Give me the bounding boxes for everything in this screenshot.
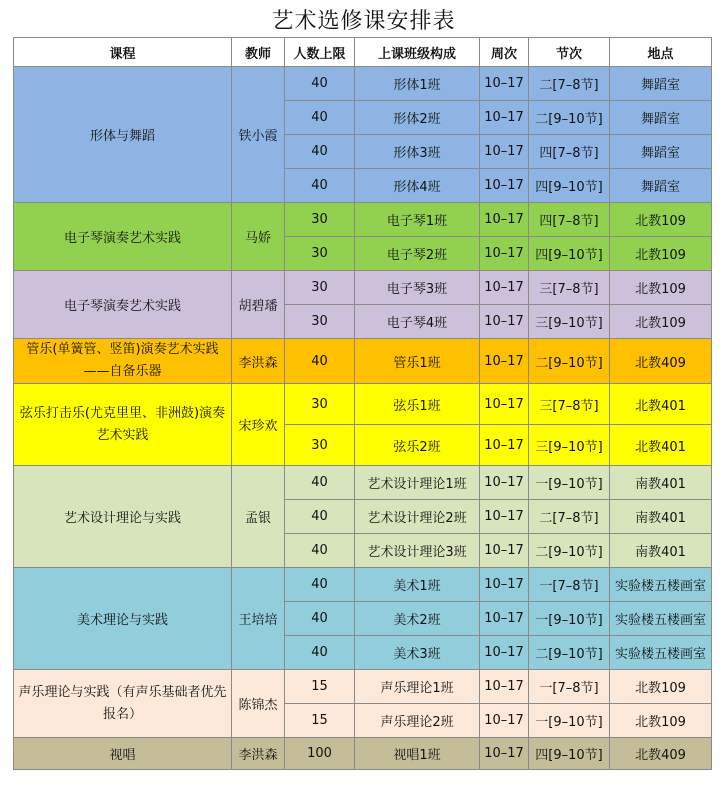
capacity-cell: 40 bbox=[285, 534, 355, 568]
period-cell: 一[7–8节] bbox=[529, 670, 610, 704]
course-name: 电子琴演奏艺术实践 bbox=[14, 203, 232, 271]
class-cell: 艺术设计理论2班 bbox=[355, 500, 480, 534]
course-name: 视唱 bbox=[14, 738, 232, 770]
class-cell: 管乐1班 bbox=[355, 339, 480, 384]
period-cell: 三[7–8节] bbox=[529, 271, 610, 305]
teacher-name: 马娇 bbox=[232, 203, 285, 271]
capacity-cell: 40 bbox=[285, 466, 355, 500]
weeks-cell: 10–17 bbox=[480, 169, 529, 203]
capacity-cell: 30 bbox=[285, 425, 355, 466]
course-name: 形体与舞蹈 bbox=[14, 67, 232, 203]
header-class: 上课班级构成 bbox=[355, 38, 480, 67]
capacity-cell: 30 bbox=[285, 271, 355, 305]
period-cell: 二[9–10节] bbox=[529, 534, 610, 568]
table-row bbox=[14, 271, 712, 305]
place-cell: 北教409 bbox=[610, 339, 712, 384]
header-place: 地点 bbox=[610, 38, 712, 67]
capacity-cell: 30 bbox=[285, 203, 355, 237]
place-cell: 北教401 bbox=[610, 425, 712, 466]
capacity-cell: 40 bbox=[285, 339, 355, 384]
class-cell: 声乐理论1班 bbox=[355, 670, 480, 704]
weeks-cell: 10–17 bbox=[480, 135, 529, 169]
capacity-cell: 40 bbox=[285, 568, 355, 602]
period-cell: 三[7–8节] bbox=[529, 384, 610, 425]
class-cell: 形体3班 bbox=[355, 135, 480, 169]
period-cell: 一[9–10节] bbox=[529, 704, 610, 738]
teacher-name: 铁小霞 bbox=[232, 67, 285, 203]
teacher-name: 胡碧璠 bbox=[232, 271, 285, 339]
course-name: 声乐理论与实践（有声乐基础者优先报名） bbox=[14, 670, 232, 738]
capacity-cell: 40 bbox=[285, 602, 355, 636]
weeks-cell: 10–17 bbox=[480, 384, 529, 425]
header-teacher: 教师 bbox=[232, 38, 285, 67]
table-row bbox=[14, 67, 712, 101]
class-cell: 弦乐1班 bbox=[355, 384, 480, 425]
place-cell: 北教409 bbox=[610, 738, 712, 770]
place-cell: 实验楼五楼画室 bbox=[610, 602, 712, 636]
place-cell: 舞蹈室 bbox=[610, 135, 712, 169]
place-cell: 北教109 bbox=[610, 305, 712, 339]
weeks-cell: 10–17 bbox=[480, 101, 529, 135]
period-cell: 四[9–10节] bbox=[529, 237, 610, 271]
class-cell: 美术2班 bbox=[355, 602, 480, 636]
weeks-cell: 10–17 bbox=[480, 425, 529, 466]
table-row bbox=[14, 339, 712, 384]
period-cell: 一[7–8节] bbox=[529, 568, 610, 602]
teacher-name: 李洪森 bbox=[232, 339, 285, 384]
class-cell: 美术3班 bbox=[355, 636, 480, 670]
weeks-cell: 10–17 bbox=[480, 237, 529, 271]
class-cell: 声乐理论2班 bbox=[355, 704, 480, 738]
class-cell: 电子琴3班 bbox=[355, 271, 480, 305]
place-cell: 南教401 bbox=[610, 534, 712, 568]
place-cell: 舞蹈室 bbox=[610, 169, 712, 203]
period-cell: 二[7–8节] bbox=[529, 500, 610, 534]
course-name: 弦乐打击乐(尤克里里、非洲鼓)演奏艺术实践 bbox=[14, 384, 232, 466]
period-cell: 四[9–10节] bbox=[529, 169, 610, 203]
weeks-cell: 10–17 bbox=[480, 568, 529, 602]
capacity-cell: 30 bbox=[285, 237, 355, 271]
period-cell: 二[9–10节] bbox=[529, 339, 610, 384]
course-name: 艺术设计理论与实践 bbox=[14, 466, 232, 568]
place-cell: 北教109 bbox=[610, 670, 712, 704]
class-cell: 艺术设计理论1班 bbox=[355, 466, 480, 500]
capacity-cell: 15 bbox=[285, 704, 355, 738]
weeks-cell: 10–17 bbox=[480, 339, 529, 384]
weeks-cell: 10–17 bbox=[480, 704, 529, 738]
weeks-cell: 10–17 bbox=[480, 203, 529, 237]
course-name: 电子琴演奏艺术实践 bbox=[14, 271, 232, 339]
weeks-cell: 10–17 bbox=[480, 534, 529, 568]
place-cell: 北教109 bbox=[610, 271, 712, 305]
table-row bbox=[14, 568, 712, 602]
header-period: 节次 bbox=[529, 38, 610, 67]
capacity-cell: 30 bbox=[285, 305, 355, 339]
teacher-name: 陈锦杰 bbox=[232, 670, 285, 738]
header-capacity: 人数上限 bbox=[285, 38, 355, 67]
capacity-cell: 100 bbox=[285, 738, 355, 770]
class-cell: 电子琴4班 bbox=[355, 305, 480, 339]
period-cell: 三[9–10节] bbox=[529, 425, 610, 466]
period-cell: 一[9–10节] bbox=[529, 466, 610, 500]
capacity-cell: 40 bbox=[285, 169, 355, 203]
class-cell: 形体4班 bbox=[355, 169, 480, 203]
capacity-cell: 40 bbox=[285, 101, 355, 135]
capacity-cell: 30 bbox=[285, 384, 355, 425]
header-weeks: 周次 bbox=[480, 38, 529, 67]
weeks-cell: 10–17 bbox=[480, 500, 529, 534]
class-cell: 电子琴2班 bbox=[355, 237, 480, 271]
class-cell: 形体2班 bbox=[355, 101, 480, 135]
class-cell: 电子琴1班 bbox=[355, 203, 480, 237]
teacher-name: 王培培 bbox=[232, 568, 285, 670]
period-cell: 二[9–10节] bbox=[529, 101, 610, 135]
table-row bbox=[14, 738, 712, 770]
place-cell: 北教401 bbox=[610, 384, 712, 425]
place-cell: 北教109 bbox=[610, 704, 712, 738]
capacity-cell: 40 bbox=[285, 135, 355, 169]
place-cell: 舞蹈室 bbox=[610, 67, 712, 101]
period-cell: 四[7–8节] bbox=[529, 203, 610, 237]
class-cell: 形体1班 bbox=[355, 67, 480, 101]
teacher-name: 李洪森 bbox=[232, 738, 285, 770]
page-title: 艺术选修课安排表 bbox=[271, 9, 456, 34]
place-cell: 北教109 bbox=[610, 237, 712, 271]
place-cell: 实验楼五楼画室 bbox=[610, 636, 712, 670]
weeks-cell: 10–17 bbox=[480, 67, 529, 101]
weeks-cell: 10–17 bbox=[480, 636, 529, 670]
teacher-name: 孟银 bbox=[232, 466, 285, 568]
period-cell: 二[7–8节] bbox=[529, 67, 610, 101]
weeks-cell: 10–17 bbox=[480, 466, 529, 500]
schedule-body bbox=[14, 67, 712, 770]
place-cell: 舞蹈室 bbox=[610, 101, 712, 135]
weeks-cell: 10–17 bbox=[480, 738, 529, 770]
place-cell: 实验楼五楼画室 bbox=[610, 568, 712, 602]
header-row bbox=[14, 38, 712, 67]
period-cell: 三[9–10节] bbox=[529, 305, 610, 339]
place-cell: 南教401 bbox=[610, 466, 712, 500]
capacity-cell: 15 bbox=[285, 670, 355, 704]
course-name: 美术理论与实践 bbox=[14, 568, 232, 670]
table-row bbox=[14, 384, 712, 425]
weeks-cell: 10–17 bbox=[480, 670, 529, 704]
table-row bbox=[14, 466, 712, 500]
period-cell: 二[9–10节] bbox=[529, 636, 610, 670]
period-cell: 一[9–10节] bbox=[529, 602, 610, 636]
weeks-cell: 10–17 bbox=[480, 305, 529, 339]
capacity-cell: 40 bbox=[285, 636, 355, 670]
capacity-cell: 40 bbox=[285, 67, 355, 101]
period-cell: 四[7–8节] bbox=[529, 135, 610, 169]
table-row bbox=[14, 670, 712, 704]
place-cell: 南教401 bbox=[610, 500, 712, 534]
class-cell: 弦乐2班 bbox=[355, 425, 480, 466]
weeks-cell: 10–17 bbox=[480, 602, 529, 636]
schedule-table bbox=[13, 37, 712, 770]
course-name: 管乐(单簧管、竖笛)演奏艺术实践——自备乐器 bbox=[14, 339, 232, 384]
class-cell: 视唱1班 bbox=[355, 738, 480, 770]
table-row bbox=[14, 203, 712, 237]
class-cell: 美术1班 bbox=[355, 568, 480, 602]
period-cell: 四[9–10节] bbox=[529, 738, 610, 770]
teacher-name: 宋珍欢 bbox=[232, 384, 285, 466]
capacity-cell: 40 bbox=[285, 500, 355, 534]
place-cell: 北教109 bbox=[610, 203, 712, 237]
header-course: 课程 bbox=[14, 38, 232, 67]
class-cell: 艺术设计理论3班 bbox=[355, 534, 480, 568]
weeks-cell: 10–17 bbox=[480, 271, 529, 305]
